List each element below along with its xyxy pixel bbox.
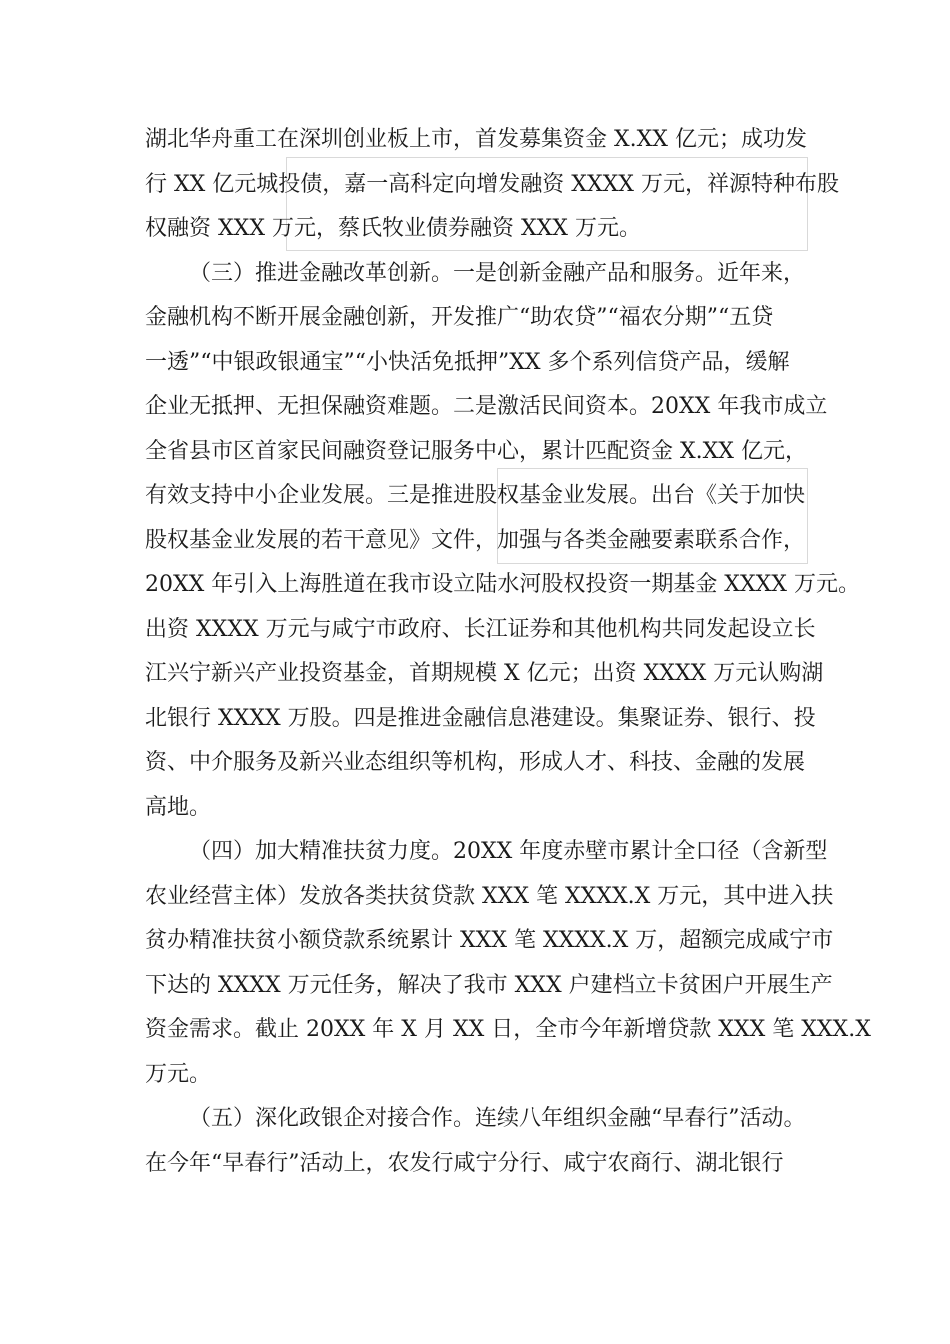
text-line: 股权基金业发展的若干意见》文件，加强与各类金融要素联系合作， [145, 527, 806, 553]
text-line: 下达的 XXXX 万元任务，解决了我市 XXX 户建档立卡贫困户开展生产 [145, 972, 833, 998]
text-line: 高地。 [145, 794, 212, 820]
text-line: 20XX 年引入上海胜道在我市设立陆水河股权投资一期基金 XXXX 万元。 [145, 572, 860, 597]
text-line: 贫办精准扶贫小额贷款系统累计 XXX 笔 XXXX.X 万，超额完成咸宁市 [145, 928, 834, 953]
text-line: 金融机构不断开展金融创新，开发推广“助农贷”“福农分期”“五贷 [145, 305, 774, 330]
paragraph-heading-3: （三）推进金融改革创新。一是创新金融产品和服务。近年来， [189, 260, 806, 286]
text-line: 江兴宁新兴产业投资基金，首期规模 X 亿元；出资 XXXX 万元认购湖 [145, 661, 824, 686]
text-line: 农业经营主体）发放各类扶贫贷款 XXX 笔 XXXX.X 万元，其中进入扶 [145, 883, 834, 909]
text-line: 出资 XXXX 万元与咸宁市政府、长江证券和其他机构共同发起设立长 [145, 616, 816, 642]
text-line: 权融资 XXX 万元，蔡氏牧业债券融资 XXX 万元。 [145, 216, 641, 241]
paragraph-heading-5: （五）深化政银企对接合作。连续八年组织金融“早春行”活动。 [189, 1106, 806, 1131]
paragraph-heading-4: （四）加大精准扶贫力度。20XX 年度赤壁市累计全口径（含新型 [189, 839, 828, 864]
body-text [145, 118, 871, 1186]
text-line: 资金需求。截止 20XX 年 X 月 XX 日，全市今年新增贷款 XXX 笔 XXX.X [145, 1017, 871, 1042]
text-line: 企业无抵押、无担保融资难题。二是激活民间资本。20XX 年我市成立 [145, 394, 828, 419]
text-line: 有效支持中小企业发展。三是推进股权基金业发展。出台《关于加快 [145, 483, 806, 508]
text-line: 北银行 XXXX 万股。四是推进金融信息港建设。集聚证券、银行、投 [145, 705, 816, 731]
text-line: 行 XX 亿元城投债，嘉一高科定向增发融资 XXXX 万元，祥源特种布股 [145, 171, 839, 197]
text-line: 万元。 [145, 1061, 212, 1087]
text-line: 湖北华舟重工在深圳创业板上市，首发募集资金 X.XX 亿元；成功发 [145, 127, 807, 152]
text-line: 一透”“中银政银通宝”“小快活免抵押”XX 多个系列信贷产品，缓解 [145, 349, 790, 375]
text-line: 资、中介服务及新兴业态组织等机构，形成人才、科技、金融的发展 [145, 750, 806, 775]
text-line: 全省县市区首家民间融资登记服务中心，累计匹配资金 X.XX 亿元， [145, 438, 807, 464]
text-line: 在今年“早春行”活动上，农发行咸宁分行、咸宁农商行、湖北银行 [145, 1150, 784, 1176]
